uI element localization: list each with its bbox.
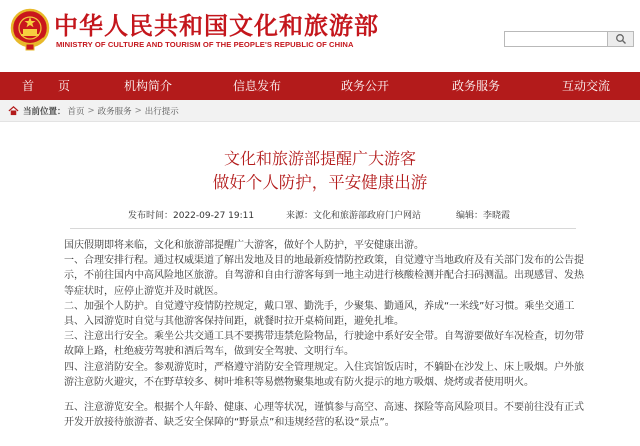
breadcrumb-item-travel-tips[interactable]: 出行提示 [144, 106, 179, 117]
nav-item-services[interactable]: 政务服务 [451, 79, 500, 93]
breadcrumb-item-services[interactable]: 政务服务 [97, 106, 132, 117]
article-paragraph: 五、注意游览安全。根据个人年龄、健康、心理等状况，谨慎参与高空、高速、探险等高风险项目。不要前往没有正式开发开放接待旅游者、缺乏安全保障的“野景点”和违规经营的私设“景点”。 [64, 402, 584, 429]
main-nav [0, 72, 640, 100]
search-button[interactable] [608, 31, 634, 47]
nav-item-about[interactable]: 机构简介 [123, 79, 172, 93]
article-title-line2: 做好个人防护，平安健康出游 [212, 173, 428, 192]
nav-item-public-affairs[interactable]: 政务公开 [340, 79, 389, 93]
search-input[interactable] [504, 31, 608, 47]
meta-divider [70, 228, 576, 229]
site-header [0, 0, 640, 70]
article-source: 来源：文化和旅游部政府门户网站 [286, 211, 422, 221]
article-title-line1: 文化和旅游部提醒广大游客 [223, 149, 416, 168]
site-title: 中华人民共和国文化和旅游部 [54, 12, 379, 40]
home-icon [8, 105, 19, 116]
search-box [504, 31, 634, 47]
breadcrumb-item-home[interactable]: 首页 [67, 106, 85, 117]
article-meta [0, 208, 640, 224]
article-paragraph: 二、加强个人防护。自觉遵守疫情防控规定，戴口罩、勤洗手，少聚集、勤通风，养成“一米线”好习惯。乘坐交通工具、入园游览时自觉与其他游客保持间距，就餐时拉开桌椅间距，避免扎堆。 [64, 300, 575, 328]
publish-time: 发布时间：2022-09-27 19:11 [128, 211, 255, 221]
breadcrumb-label: 当前位置： [23, 106, 66, 117]
article-paragraph: 一、合理安排行程。通过权威渠道了解出发地及目的地最新疫情防控政策，自觉遵守当地政府及有关部门发布的公告提示，不前往国内中高风险地区旅游。自驾游和自由行游客每到一地主动进行核酸检测并配合扫码测温。出现感冒、发热等症状时，应停止游览并及时就医。 [64, 255, 584, 297]
nav-item-interaction[interactable]: 互动交流 [561, 79, 610, 93]
nav-item-news[interactable]: 信息发布 [232, 79, 281, 93]
breadcrumb-separator: > [87, 105, 95, 116]
breadcrumb-separator: > [134, 105, 142, 116]
national-emblem-icon[interactable] [10, 8, 50, 52]
article-paragraph: 国庆假期即将来临，文化和旅游部提醒广大游客，做好个人防护，平安健康出游。 [64, 240, 424, 251]
article-body [64, 238, 584, 430]
article-editor: 编辑：李晓霞 [456, 211, 511, 221]
site-subtitle: MINISTRY OF CULTURE AND TOURISM OF THE PEOPLE'S REPUBLIC OF CHINA [56, 40, 354, 49]
breadcrumb [0, 100, 640, 122]
article-paragraph: 三、注意出行安全。乘坐公共交通工具不要携带违禁危险物品，行驶途中系好安全带。自驾游要做好车况检查，切勿带故障上路，杜绝疲劳驾驶和酒后驾车，做到安全驾驶、文明行车。 [64, 331, 584, 358]
nav-item-home[interactable]: 首 页 [21, 79, 70, 93]
article-paragraph: 四、注意消防安全。参观游览时，严格遵守消防安全管理规定。入住宾馆饭店时，不躺卧在沙发上、床上吸烟。户外旅游注意防火避灾，不在野草较多、树叶堆积等易燃物聚集地或有防火提示的地方吸烟、烧烤或者使用明火。 [64, 361, 584, 388]
search-icon [615, 33, 627, 45]
